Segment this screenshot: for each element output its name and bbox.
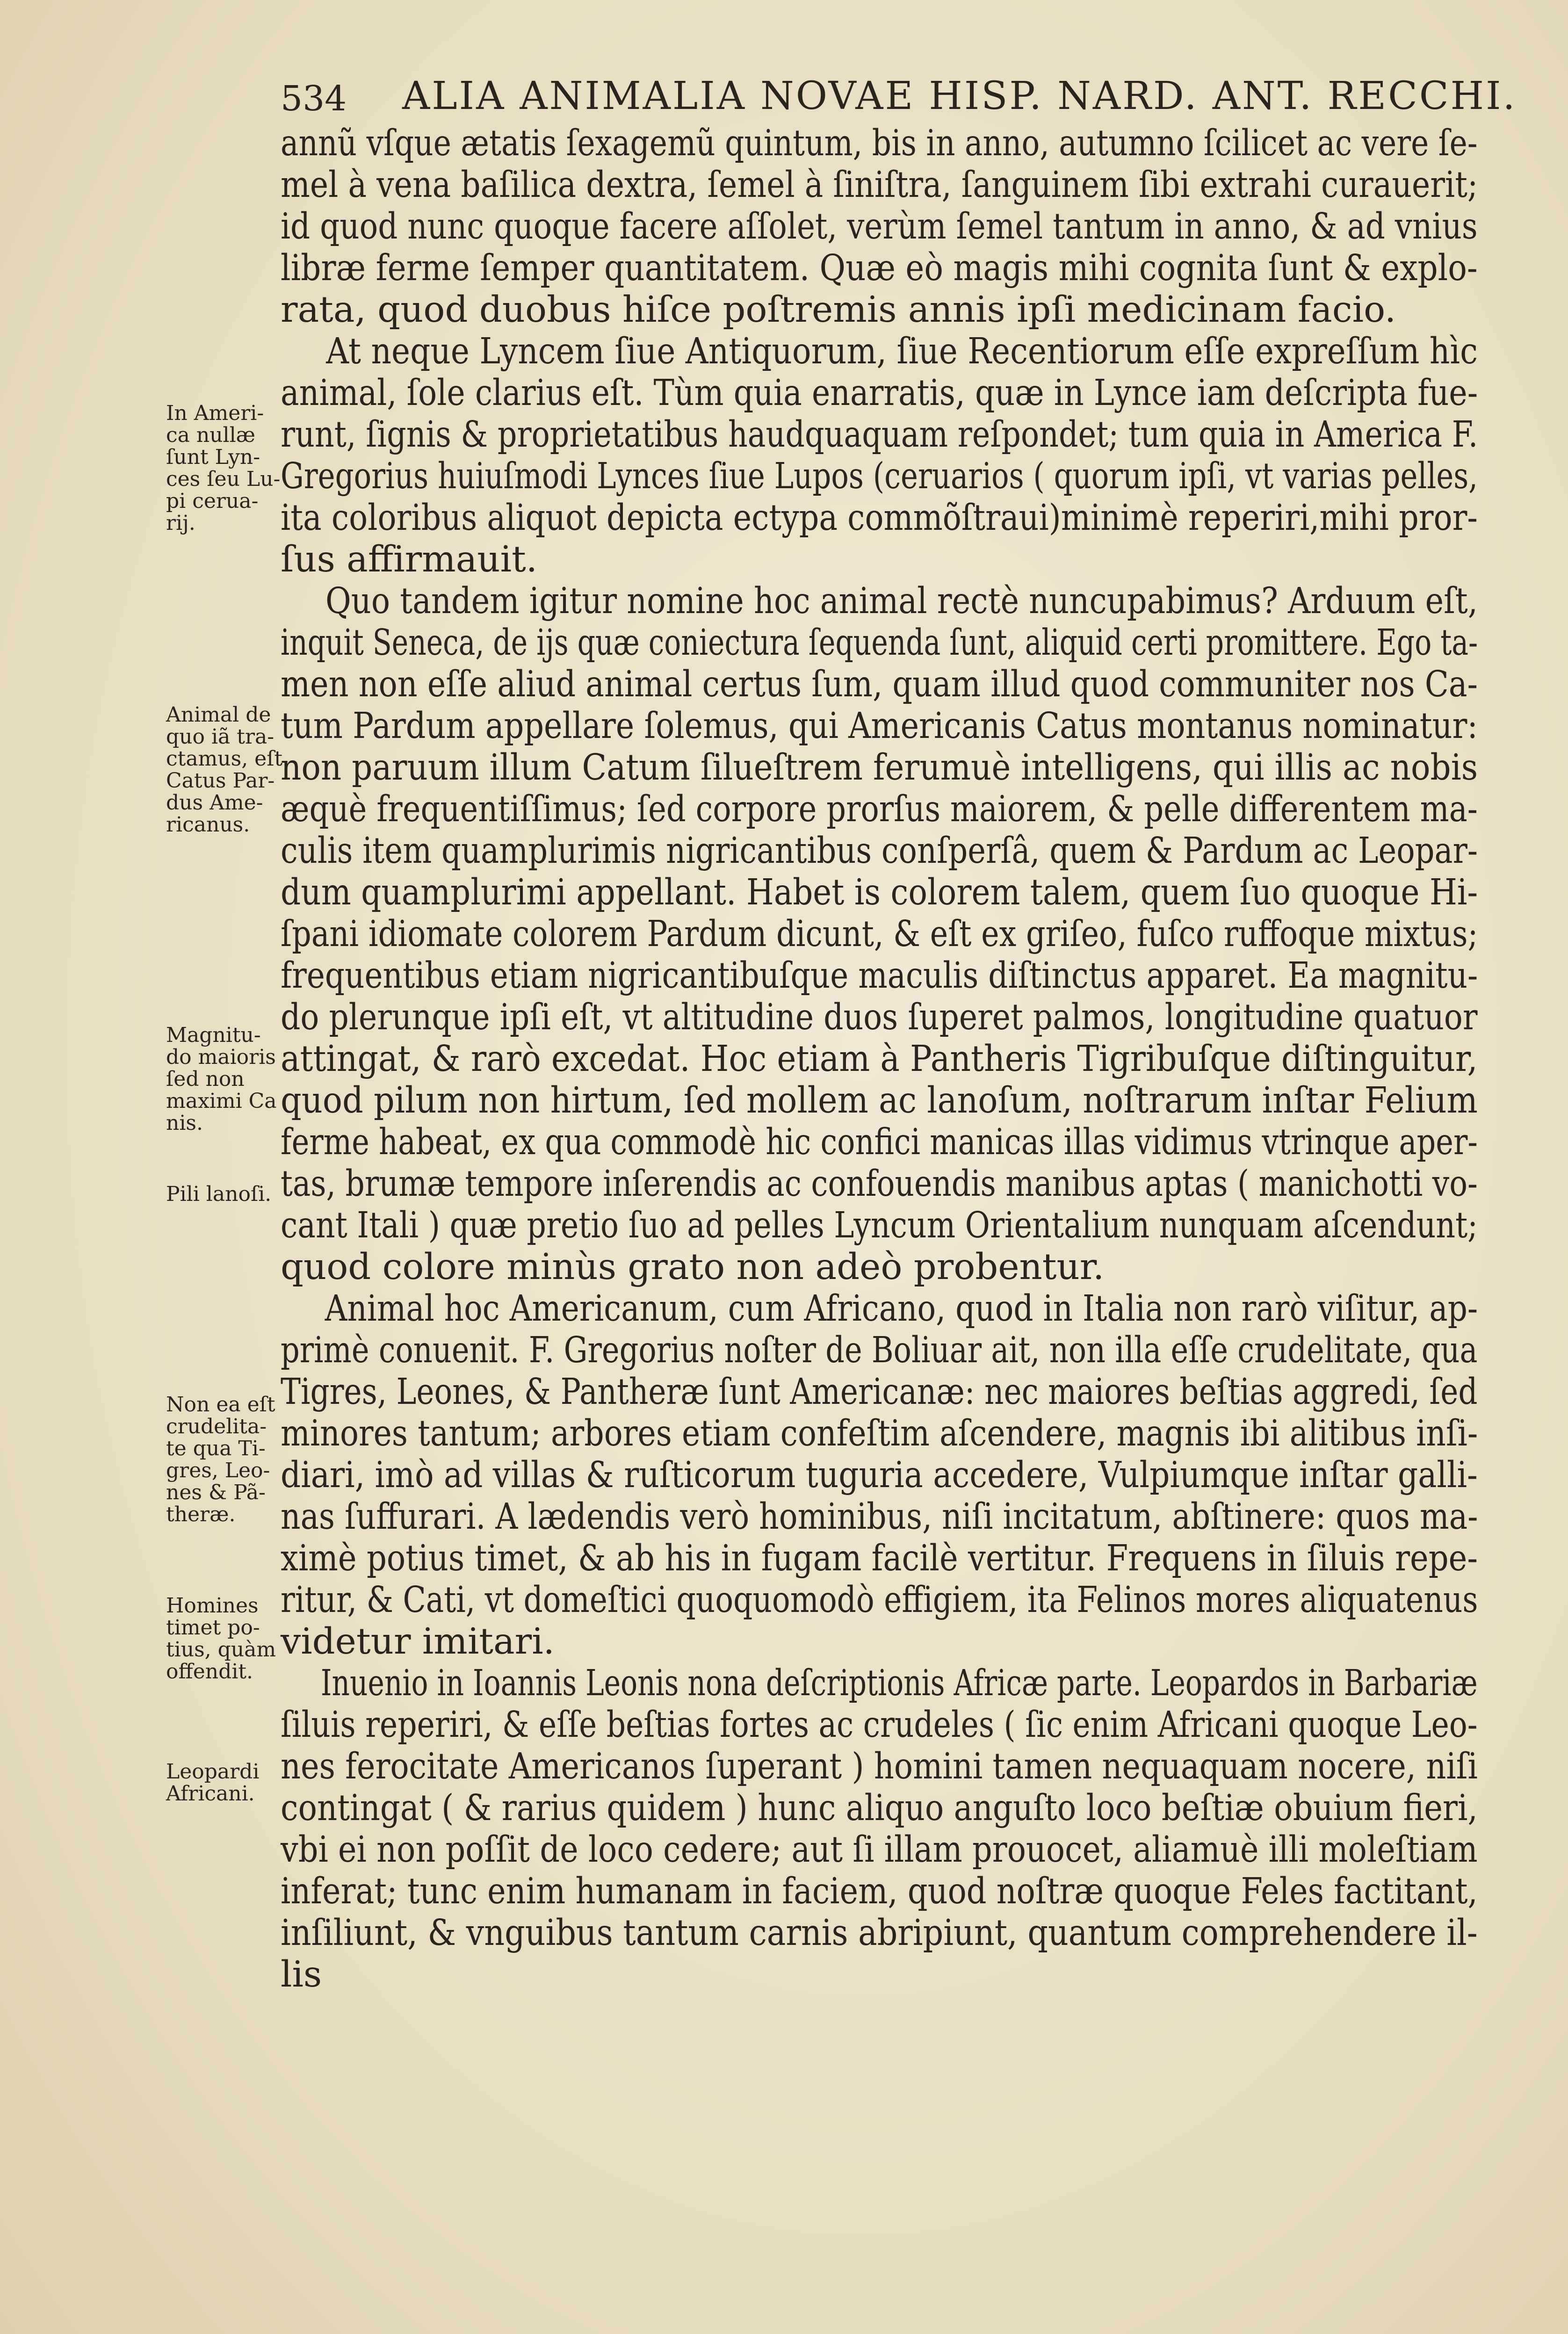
text-line: At neque Lyncem ſiue Antiquorum, ſiue Recentiorum eſſe expreſſum hìc: [326, 331, 1478, 372]
text-line: inſiliunt, & vnguibus tantum carnis abripiunt, quantum comprehendere il-: [281, 1912, 1478, 1954]
page-number: 534: [281, 79, 347, 119]
text-line: id quod nunc quoque facere aſſolet, verùm ſemel tantum in anno, & ad vnius: [281, 206, 1478, 247]
text-line: non paruum illum Catum ſilueſtrem ferumuè intelligens, qui illis ac nobis: [281, 747, 1478, 788]
margin-note: Magnitu- do maioris ſed non maximi Ca nis.: [166, 1023, 277, 1135]
text-line: vbi ei non poſſit de loco cedere; aut ſi illam prouocet, aliamuè illi moleſtiam: [281, 1829, 1478, 1871]
text-line: lis: [281, 1954, 322, 1995]
text-line: quod colore minùs grato non adeò probentur.: [281, 1246, 1105, 1288]
catchword: [281, 1995, 1478, 2037]
text-line: diari, imò ad villas & ruſticorum tuguria accedere, Vulpiumque inſtar galli-: [281, 1454, 1478, 1496]
text-line: annũ vſque ætatis ſexagemũ quintum, bis in anno, autumno ſcilicet ac vere ſe-: [281, 123, 1478, 164]
text-line: minores tantum; arbores etiam confeſtim aſcendere, magnis ibi alitibus inſi-: [281, 1413, 1478, 1454]
text-line: ferme habeat, ex qua commodè hic confici manicas illas vidimus vtrinque aper-: [281, 1121, 1478, 1163]
text-line: culis item quamplurimis nigricantibus conſperſâ, quem & Pardum ac Leopar-: [281, 830, 1478, 872]
text-line: æquè frequentiſſimus; ſed corpore prorſus maiorem, & pelle differentem ma-: [281, 788, 1478, 830]
text-line: ſpani idiomate colorem Pardum dicunt, & eſt ex griſeo, fuſco ruffoque mixtus;: [281, 913, 1478, 955]
text-line: ſiluis reperiri, & eſſe beſtias fortes ac crudeles ( ſic enim Africani quoque Leo-: [281, 1704, 1478, 1746]
text-line: Quo tandem igitur nomine hoc animal rectè nuncupabimus? Arduum eſt,: [325, 580, 1478, 622]
text-line: runt, ſignis & proprietatibus haudquaquam reſpondet; tum quia in America F.: [281, 414, 1478, 455]
running-head: ALIA ANIMALIA NOVAE HISP. NARD. ANT. RECCHI.: [402, 74, 1517, 118]
main-text: [281, 123, 1478, 2037]
text-line: tas, brumæ tempore inſerendis ac confouendis manibus aptas ( manichotti vo-: [281, 1163, 1478, 1205]
text-line: ximè potius timet, & ab his in fugam facilè vertitur. Frequens in ſiluis repe-: [281, 1538, 1478, 1579]
margin-note: Animal de quo iã tra- ctamus, eſt Catus Par- dus Ame- ricanus.: [166, 703, 283, 837]
text-line: rata, quod duobus hiſce poſtremis annis ipſi medicinam facio.: [281, 289, 1396, 331]
text-line: frequentibus etiam nigricantibuſque maculis diſtinctus apparet. Ea magnitu-: [281, 955, 1478, 997]
text-line: do plerunque ipſi eſt, vt altitudine duos ſuperet palmos, longitudine quatuor: [281, 997, 1478, 1038]
text-line: nas ſuffurari. A lædendis verò hominibus, niſi incitatum, abſtinere: quos ma-: [281, 1496, 1478, 1538]
text-line: libræ ferme ſemper quantitatem. Quæ eò magis mihi cognita ſunt & explo-: [281, 247, 1478, 289]
text-line: ritur, & Cati, vt domeſtici quoquomodò effigiem, ita Felinos mores aliquatenus: [281, 1579, 1478, 1621]
text-line: nes ferocitate Americanos ſuperant ) homini tamen nequaquam nocere, niſi: [281, 1746, 1478, 1787]
text-line: Tigres, Leones, & Pantheræ ſunt Americanæ: nec maiores beſtias aggredi, ſed: [281, 1371, 1478, 1413]
text-line: attingat, & rarò excedat. Hoc etiam à Pantheris Tigribuſque diſtinguitur,: [281, 1038, 1478, 1080]
text-line: tum Pardum appellare ſolemus, qui Americanis Catus montanus nominatur:: [281, 705, 1478, 747]
text-line: animal, ſole clarius eſt. Tùm quia enarratis, quæ in Lynce iam deſcripta fue-: [281, 372, 1478, 414]
margin-note: Non ea eſt crudelita- te qua Ti- gres, Leo- nes & Pã- theræ.: [166, 1393, 275, 1526]
margin-note: Leopardi Africani.: [166, 1760, 260, 1806]
text-line: Gregorius huiuſmodi Lynces ſiue Lupos (ceruarios ( quorum ipſi, vt varias pelles,: [281, 455, 1478, 497]
text-line: contingat ( & rarius quidem ) hunc aliquo anguſto loco beſtiæ obuium fieri,: [281, 1787, 1478, 1829]
text-line: Inuenio in Ioannis Leonis nona deſcriptionis Africæ parte. Leopardos in Barbariæ: [320, 1662, 1478, 1704]
text-line: cant Itali ) quæ pretio ſuo ad pelles Lyncum Orientalium nunquam aſcendunt;: [281, 1205, 1478, 1246]
text-line: inquit Seneca, de ijs quæ coniectura ſequenda ſunt, aliquid certi promittere. Ego ta-: [281, 622, 1478, 664]
text-line: Animal hoc Americanum, cum Africano, quod in Italia non rarò viſitur, ap-: [325, 1288, 1478, 1330]
margin-note: Homines timet po- tius, quàm offendit.: [166, 1594, 276, 1684]
margin-note: Pili lanoſi.: [166, 1182, 272, 1206]
text-line: men non eſſe aliud animal certus ſum, quam illud quod communiter nos Ca-: [281, 664, 1478, 705]
text-line: videtur imitari.: [281, 1621, 555, 1662]
text-line: dum quamplurimi appellant. Habet is colorem talem, quem ſuo quoque Hi-: [281, 872, 1478, 913]
margin-note: In Ameri- ca nullæ ſunt Lyn- ces ſeu Lu- pi cerua- rij.: [166, 401, 281, 535]
text-line: mel à vena baſilica dextra, ſemel à ſiniſtra, ſanguinem ſibi extrahi curauerit;: [281, 164, 1478, 206]
text-line: ſus affirmauit.: [281, 539, 538, 580]
text-line: quod pilum non hirtum, ſed mollem ac lanoſum, noſtrarum inſtar Felium: [281, 1080, 1478, 1121]
page-header: [281, 70, 1517, 126]
text-line: inferat; tunc enim humanam in faciem, quod noſtræ quoque Feles factitant,: [281, 1871, 1478, 1912]
text-line: primè conuenit. F. Gregorius noſter de Boliuar ait, non illa eſſe crudelitate, qua: [281, 1330, 1478, 1371]
text-line: ita coloribus aliquot depicta ectypa commõſtraui)minimè reperiri,mihi pror-: [281, 497, 1478, 539]
